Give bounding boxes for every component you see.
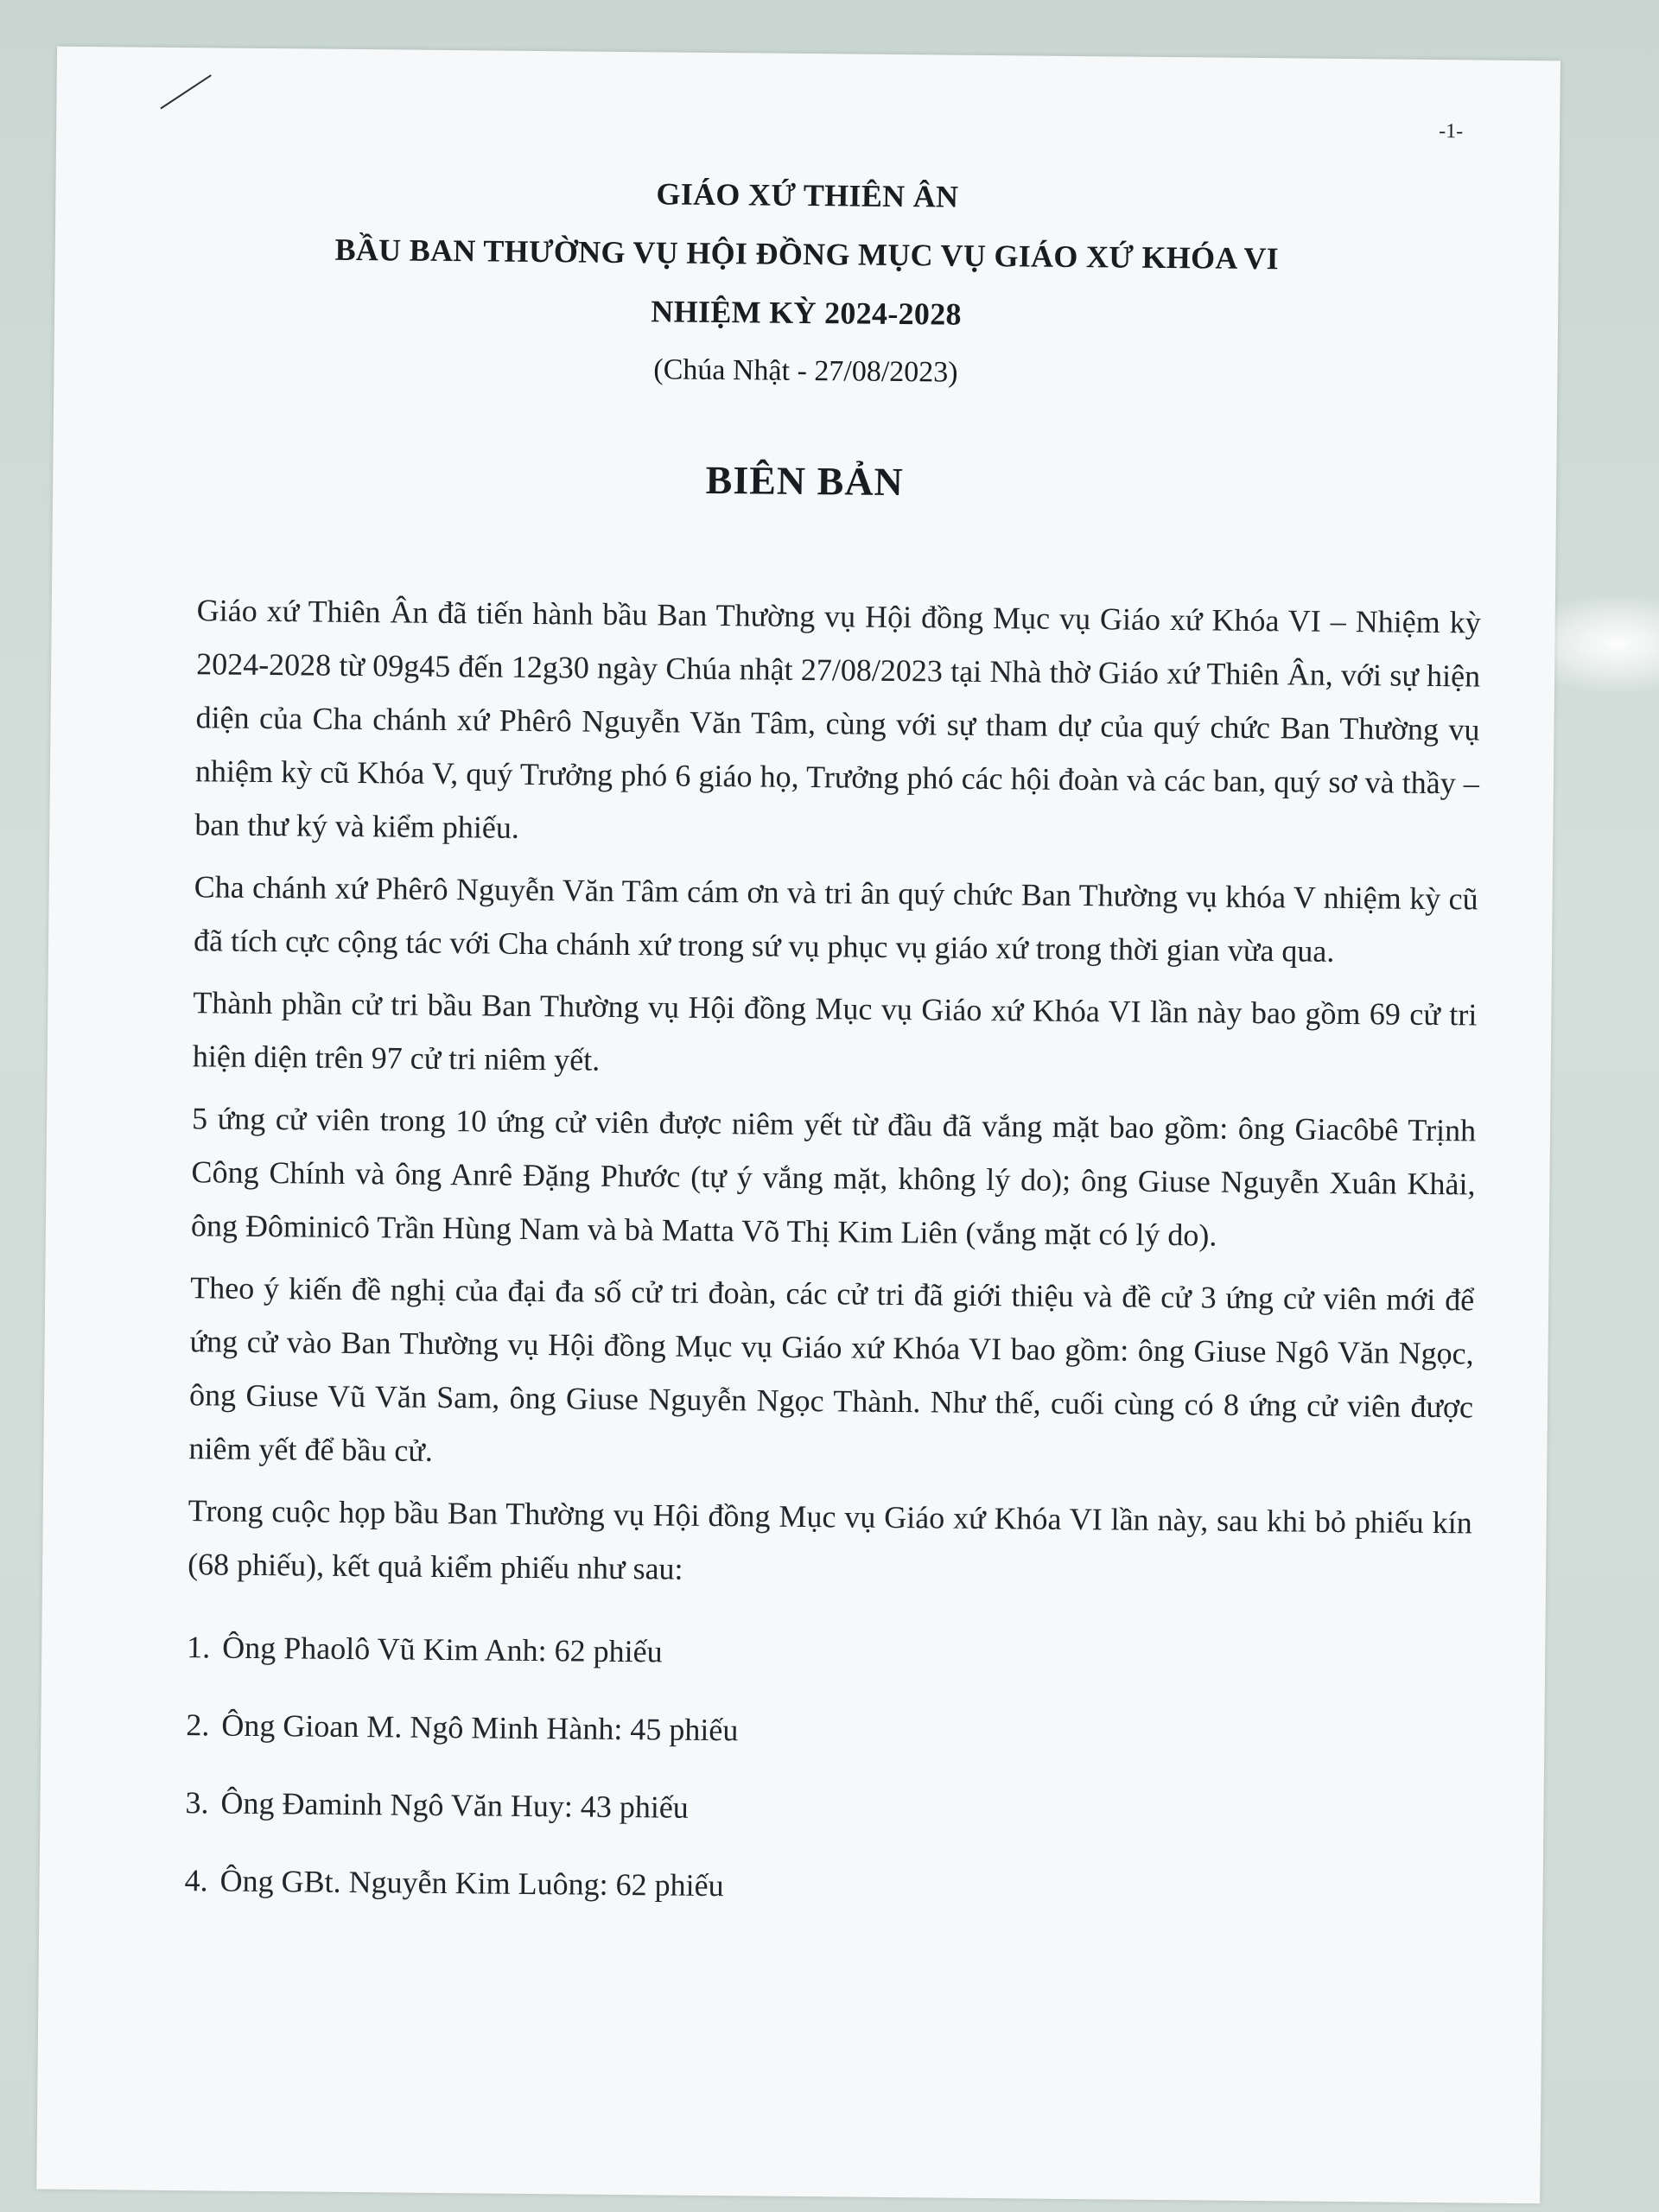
document-body (184, 583, 1481, 1931)
vote-result-number: 3. (185, 1785, 209, 1821)
paragraph: Trong cuộc họp bầu Ban Thường vụ Hội đồng Mục vụ Giáo xứ Khóa VI lần này, sau khi bỏ phiếu kín (68 phiếu), kết quả kiểm phiếu như sau: (187, 1493, 1472, 1586)
vote-result-item (184, 1841, 1469, 1931)
paragraph: Theo ý kiến đề nghị của đại đa số cử tri đoàn, các cử tri đã giới thiệu và đề cử 3 ứng cử viên mới để ứng cử vào Ban Thường vụ Hội đồng Mục vụ Giáo xứ Khóa VI bao gồm: ông Giuse Ngô Văn Ngọc, ông Giuse Vũ Văn Sam, ông Giuse Nguyễn Ngọc Thành. Như thế, cuối cùng có 8 ứng cử viên được niêm yết để bầu cử. (188, 1270, 1475, 1468)
document-title: BIÊN BẢN (705, 457, 905, 505)
document-header (54, 159, 1560, 409)
vote-result-number: 1. (187, 1630, 211, 1665)
paragraph: 5 ứng cử viên trong 10 ứng cử viên được niêm yết từ đầu đã vắng mặt bao gồm: ông Giacôbê Trịnh Công Chính và ông Anrê Đặng Phước (tự ý vắng mặt, không lý do); ông Giuse Nguyễn Xuân Khải, ông Đôminicô Trần Hùng Nam và bà Matta Võ Thị Kim Liên (vắng mặt có lý do). (190, 1101, 1477, 1253)
paragraph: Thành phần cử tri bầu Ban Thường vụ Hội đồng Mục vụ Giáo xứ Khóa VI lần này bao gồm 69 cử tri hiện diện trên 97 cử tri niêm yết. (192, 985, 1478, 1077)
header-election: BẦU BAN THƯỜNG VỤ HỘI ĐỒNG MỤC VỤ GIÁO XỨ KHÓA VI (334, 232, 1280, 276)
vote-result-number: 2. (186, 1707, 210, 1743)
page-number: -1- (1439, 120, 1464, 143)
vote-result-text: Ông Phaolô Vũ Kim Anh: 62 phiếu (222, 1630, 663, 1669)
paragraph: Cha chánh xứ Phêrô Nguyễn Văn Tâm cám ơn và tri ân quý chức Ban Thường vụ khóa V nhiệm kỳ cũ đã tích cực cộng tác với Cha chánh xứ trong sứ vụ phục vụ giáo xứ trong thời gian vừa qua. (193, 869, 1478, 969)
vote-result-number: 4. (184, 1863, 208, 1898)
vote-result-text: Ông GBt. Nguyễn Kim Luông: 62 phiếu (219, 1863, 724, 1904)
vote-result-item (187, 1608, 1471, 1698)
header-parish: GIÁO XỨ THIÊN ÂN (656, 176, 959, 214)
vote-result-item (186, 1686, 1471, 1776)
paragraph: Giáo xứ Thiên Ân đã tiến hành bầu Ban Thường vụ Hội đồng Mục vụ Giáo xứ Khóa VI – Nhiệm kỳ 2024-2028 từ 09g45 đến 12g30 ngày Chúa nhật 27/08/2023 tại Nhà thờ Giáo xứ Thiên Ân, với sự hiện diện của Cha chánh xứ Phêrô Nguyễn Văn Tâm, cùng với sự tham dự của quý chức Ban Thường vụ nhiệm kỳ cũ Khóa V, quý Trưởng phó 6 giáo họ, Trưởng phó các hội đoàn và các ban, quý sơ và thầy – ban thư ký và kiểm phiếu. (194, 593, 1481, 845)
header-date: (Chúa Nhật - 27/08/2023) (653, 353, 958, 389)
vote-result-text: Ông Gioan M. Ngô Minh Hành: 45 phiếu (221, 1707, 739, 1748)
vote-result-text: Ông Đaminh Ngô Văn Huy: 43 phiếu (220, 1785, 689, 1825)
document-page (36, 47, 1560, 2204)
vote-result-item (185, 1764, 1470, 1853)
header-term: NHIỆM KỲ 2024-2028 (651, 294, 962, 332)
vote-results-list (184, 1608, 1471, 1931)
pen-mark (160, 74, 212, 109)
